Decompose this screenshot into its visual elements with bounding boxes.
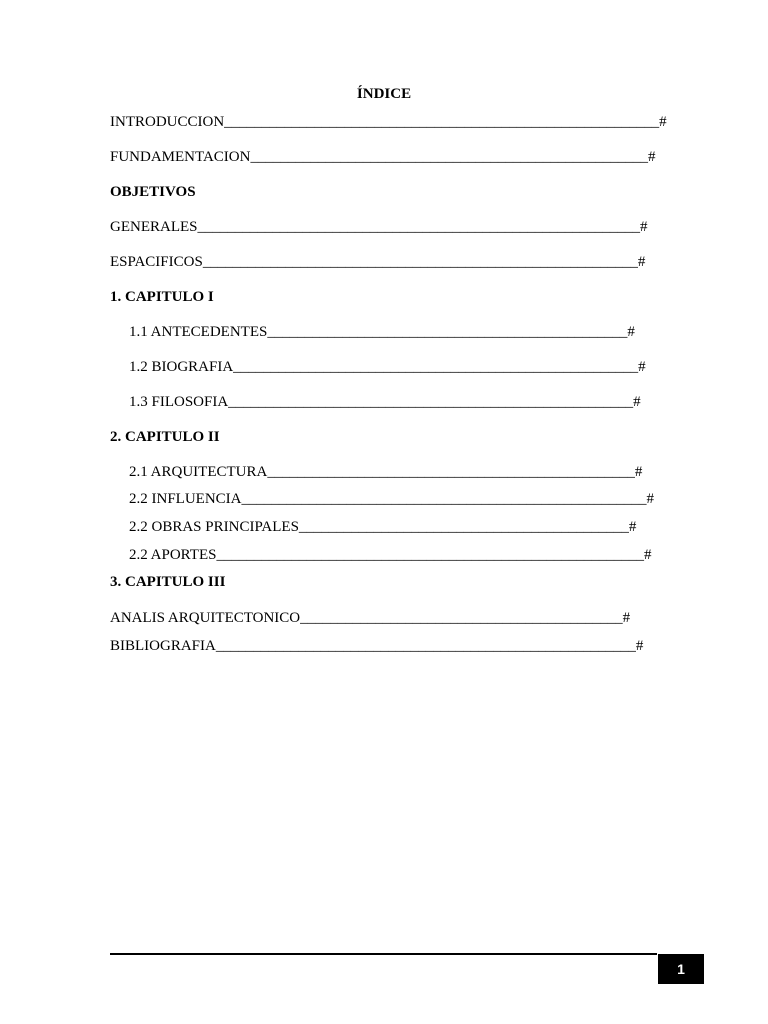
toc-entry-filosofia: 1.3 FILOSOFIA______________________________________________________# bbox=[129, 394, 641, 410]
toc-heading-capitulo-2: 2. CAPITULO II bbox=[110, 429, 220, 445]
toc-heading-objetivos: OBJETIVOS bbox=[110, 184, 196, 200]
toc-heading-capitulo-1: 1. CAPITULO I bbox=[110, 289, 214, 305]
toc-entry-introduccion: INTRODUCCION__________________________________________________________# bbox=[110, 114, 667, 130]
toc-entry-espacificos: ESPACIFICOS__________________________________________________________# bbox=[110, 254, 646, 270]
toc-entry-biografia: 1.2 BIOGRAFIA______________________________________________________# bbox=[129, 359, 646, 375]
footer-rule bbox=[110, 953, 657, 955]
toc-entry-antecedentes: 1.1 ANTECEDENTES________________________________________________# bbox=[129, 324, 635, 340]
toc-entry-influencia: 2.2 INFLUENCIA______________________________________________________# bbox=[129, 491, 654, 507]
toc-entry-obras-principales: 2.2 OBRAS PRINCIPALES____________________________________________# bbox=[129, 519, 637, 535]
toc-entry-bibliografia: BIBLIOGRAFIA________________________________________________________# bbox=[110, 638, 644, 654]
page-title: ÍNDICE bbox=[356, 86, 412, 102]
toc-heading-capitulo-3: 3. CAPITULO III bbox=[110, 574, 226, 590]
toc-entry-analis-arquitectonico: ANALIS ARQUITECTONICO___________________________________________# bbox=[110, 610, 631, 626]
toc-entry-generales: GENERALES___________________________________________________________# bbox=[110, 219, 648, 235]
toc-entry-arquitectura: 2.1 ARQUITECTURA_________________________________________________# bbox=[129, 464, 643, 480]
page-number: 1 bbox=[658, 954, 704, 984]
toc-entry-fundamentacion: FUNDAMENTACION_____________________________________________________# bbox=[110, 149, 656, 165]
toc-entry-aportes: 2.2 APORTES_________________________________________________________# bbox=[129, 547, 652, 563]
